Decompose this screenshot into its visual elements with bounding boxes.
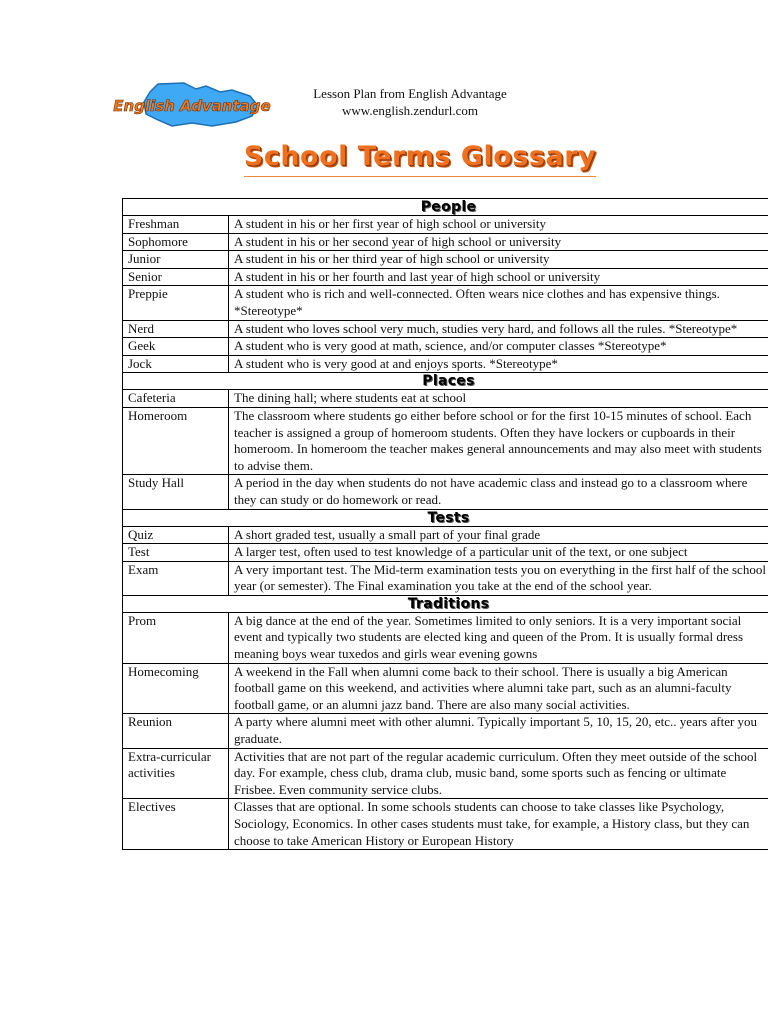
section-heading: People — [123, 199, 768, 216]
table-row — [123, 612, 768, 663]
definition-cell: A student who loves school very much, studies very hard, and follows all the rules. *Stereotype* — [229, 320, 768, 338]
definition-cell: A very important test. The Mid-term examination tests you on everything in the first half of the school year (or semester). The Final examination you take at the end of the school year. — [229, 561, 768, 595]
term-cell: Freshman — [123, 216, 229, 234]
table-row — [123, 320, 768, 338]
term-cell: Jock — [123, 355, 229, 373]
table-row — [123, 475, 768, 509]
definition-cell: A student in his or her third year of high school or university — [229, 251, 768, 269]
term-cell: Senior — [123, 268, 229, 286]
term-cell: Preppie — [123, 286, 229, 320]
term-cell: Electives — [123, 799, 229, 850]
term-cell: Homeroom — [123, 407, 229, 474]
section-heading: Tests — [123, 509, 768, 526]
definition-cell: Activities that are not part of the regular academic curriculum. Often they meet outside of the school day. For example, chess club, drama club, music band, some sports such as fencing or ultimate Frisbee. Even community service clubs. — [229, 748, 768, 799]
definition-cell: A student who is very good at and enjoys sports. *Stereotype* — [229, 355, 768, 373]
logo-wordmark: English Advantage — [113, 97, 271, 115]
definition-cell: The classroom where students go either before school or for the first 10-15 minutes of school. Each teacher is assigned a group of homeroom students. Often they have lockers or cupboards in their homeroom. In homeroom the teacher makes general announcements and may also meet with students to advise them. — [229, 407, 768, 474]
header-line-1: Lesson Plan from English Advantage — [313, 86, 507, 101]
page-title: School Terms Glossary — [244, 140, 596, 177]
table-row — [123, 407, 768, 474]
term-cell: Prom — [123, 612, 229, 663]
section-header-row — [123, 199, 768, 216]
section-header-row — [123, 509, 768, 526]
definition-cell: A student who is very good at math, science, and/or computer classes *Stereotype* — [229, 338, 768, 356]
table-row — [123, 233, 768, 251]
table-row — [123, 251, 768, 269]
definition-cell: Classes that are optional. In some schools students can choose to take classes like Psychology, Sociology, Economics. In other cases students must take, for example, a History class, but they can choose to take American History or European History — [229, 799, 768, 850]
table-row — [123, 663, 768, 714]
section-heading: Traditions — [123, 595, 768, 612]
definition-cell: A student in his or her first year of high school or university — [229, 216, 768, 234]
glossary-body — [123, 199, 768, 850]
table-row — [123, 338, 768, 356]
table-row — [123, 216, 768, 234]
table-row — [123, 748, 768, 799]
definition-cell: A student in his or her second year of high school or university — [229, 233, 768, 251]
definition-cell: A short graded test, usually a small part of your final grade — [229, 526, 768, 544]
term-cell: Nerd — [123, 320, 229, 338]
term-cell: Sophomore — [123, 233, 229, 251]
header-url: www.english.zendurl.com — [342, 103, 478, 118]
definition-cell: A student who is rich and well-connected. Often wears nice clothes and has expensive things. *Stereotype* — [229, 286, 768, 320]
table-row — [123, 268, 768, 286]
table-row — [123, 561, 768, 595]
definition-cell: A weekend in the Fall when alumni come back to their school. There is usually a big American football game on this weekend, and activities where alumni take part, such as an alumni-faculty football game, or an alumni jazz band. There are also many social activities. — [229, 663, 768, 714]
table-row — [123, 286, 768, 320]
table-row — [123, 714, 768, 748]
table-row — [123, 390, 768, 408]
term-cell: Quiz — [123, 526, 229, 544]
title-wrap — [190, 140, 650, 177]
term-cell: Cafeteria — [123, 390, 229, 408]
glossary-table — [122, 198, 768, 850]
definition-cell: The dining hall; where students eat at school — [229, 390, 768, 408]
term-cell: Reunion — [123, 714, 229, 748]
definition-cell: A period in the day when students do not have academic class and instead go to a classroom where they can study or do homework or read. — [229, 475, 768, 509]
term-cell: Geek — [123, 338, 229, 356]
table-row — [123, 526, 768, 544]
table-row — [123, 544, 768, 562]
term-cell: Junior — [123, 251, 229, 269]
section-header-row — [123, 373, 768, 390]
term-cell: Extra-curricular activities — [123, 748, 229, 799]
definition-cell: A student in his or her fourth and last year of high school or university — [229, 268, 768, 286]
definition-cell: A party where alumni meet with other alumni. Typically important 5, 10, 15, 20, etc.. years after you graduate. — [229, 714, 768, 748]
section-heading: Places — [123, 373, 768, 390]
lesson-plan-header — [240, 85, 580, 119]
term-cell: Homecoming — [123, 663, 229, 714]
term-cell: Test — [123, 544, 229, 562]
section-header-row — [123, 595, 768, 612]
definition-cell: A larger test, often used to test knowledge of a particular unit of the text, or one subject — [229, 544, 768, 562]
term-cell: Exam — [123, 561, 229, 595]
term-cell: Study Hall — [123, 475, 229, 509]
table-row — [123, 355, 768, 373]
definition-cell: A big dance at the end of the year. Sometimes limited to only seniors. It is a very important social event and typically two students are elected king and queen of the Prom. It is usually formal dress meaning boys wear tuxedos and girls wear evening gowns — [229, 612, 768, 663]
table-row — [123, 799, 768, 850]
